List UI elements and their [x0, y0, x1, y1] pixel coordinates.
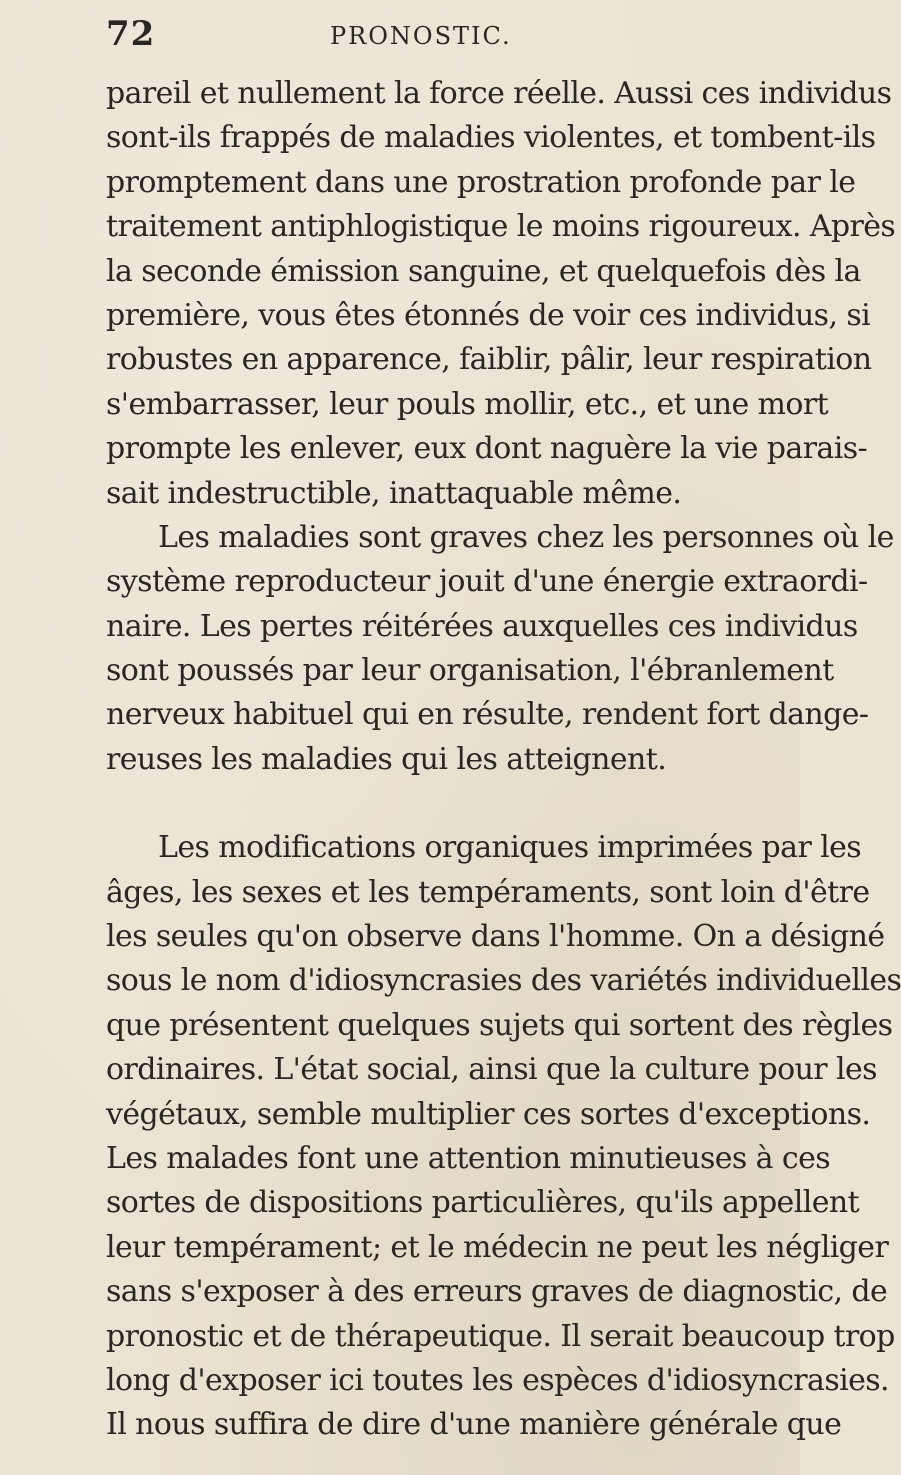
text-line: Les modifications organiques imprimées par les	[158, 830, 862, 866]
text-line: promptement dans une prostration profonde par le	[106, 164, 856, 200]
text-line: âges, les sexes et les tempéraments, sont loin d'être	[106, 874, 870, 910]
running-head: PRONOSTIC.	[330, 22, 512, 50]
text-line: Les malades font une attention minutieuses à ces	[106, 1140, 831, 1176]
page-header	[106, 14, 772, 54]
text-line: que présentent quelques sujets qui sortent des règles	[106, 1007, 893, 1043]
text-line: robustes en apparence, faiblir, pâlir, leur respiration	[106, 342, 872, 378]
body-text	[106, 72, 901, 1448]
text-line: nerveux habituel qui en résulte, rendent fort dange-	[106, 697, 869, 733]
text-line: reuses les maladies qui les atteignent.	[106, 741, 667, 777]
text-line: végétaux, semble multiplier ces sortes d'exceptions.	[106, 1096, 871, 1132]
text-line: sortes de dispositions particulières, qu'ils appellent	[106, 1185, 860, 1221]
paragraph-1	[106, 72, 896, 516]
text-line: Il nous suffira de dire d'une manière générale que	[106, 1407, 842, 1443]
text-line: Les maladies sont graves chez les personnes où le	[158, 519, 894, 555]
paragraph-gap	[106, 782, 772, 826]
page-number: 72	[106, 14, 156, 54]
text-line: traitement antiphlogistique le moins rigoureux. Après	[106, 209, 896, 245]
text-line: système reproducteur jouit d'une énergie extraordi-	[106, 564, 868, 600]
text-line: prompte les enlever, eux dont naguère la vie parais-	[106, 431, 868, 467]
text-line: la seconde émission sanguine, et quelquefois dès la	[106, 253, 861, 289]
text-line: sans s'exposer à des erreurs graves de diagnostic, de	[106, 1274, 888, 1310]
text-line: pronostic et de thérapeutique. Il serait beaucoup trop	[106, 1318, 895, 1354]
text-line: naire. Les pertes réitérées auxquelles ces individus	[106, 608, 858, 644]
text-line: première, vous êtes étonnés de voir ces individus, si	[106, 297, 871, 333]
paragraph-2	[106, 516, 894, 782]
text-line: pareil et nullement la force réelle. Aussi ces individus	[106, 76, 892, 111]
text-line: s'embarrasser, leur pouls mollir, etc., et une mort	[106, 386, 829, 422]
text-line: sait indestructible, inattaquable même.	[106, 475, 682, 511]
text-line: sous le nom d'idiosyncrasies des variétés individuelles	[106, 963, 901, 999]
text-line: sont poussés par leur organisation, l'ébranlement	[106, 653, 834, 689]
text-line: long d'exposer ici toutes les espèces d'idiosyncrasies.	[106, 1362, 889, 1398]
text-line: ordinaires. L'état social, ainsi que la culture pour les	[106, 1052, 877, 1088]
text-line: leur tempérament; et le médecin ne peut les négliger	[106, 1229, 889, 1265]
text-line: les seules qu'on observe dans l'homme. On a désigné	[106, 919, 885, 955]
paragraph-3	[106, 826, 901, 1447]
text-line: sont-ils frappés de maladies violentes, et tombent-ils	[106, 120, 876, 156]
